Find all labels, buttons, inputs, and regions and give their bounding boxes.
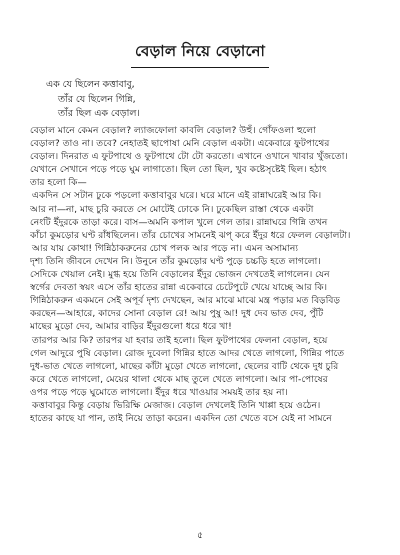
opening-verse [46,78,140,122]
text-line: সেদিকে খেয়াল নেই। মুগ্ধ হয়ে তিনি বেড়ালের ইঁদুর ভোজন দেখতেই লাগলেন। যেন [30,269,330,281]
text-line: কাঁচা কুমড়োর ঘণ্ট রাঁধছিলেন। তাঁর চোখের সামনেই ঝপ্ করে ইঁদুর ধরে ফেলল বেড়ালটা। [30,229,351,241]
text-line: নেংটি ইঁদুরকে তাড়া করে। বাস—অমনি কপাল খুলে গেল তার। রান্নাঘরে গিন্নি তখন [30,216,328,228]
text-line: আর যায় কোথা! গিন্নিঠাকরুনের চোখ পলক আর পড়ে না। এমন অসামান্য [32,242,299,254]
text-line: একদিন সে সটান ঢুকে পড়লো কত্তাবাবুর ঘরে। ঘরে মানে এই রান্নাঘরেই আর কি। [32,190,322,202]
text-line: গিন্নিঠাকরুন একমনে সেই অপূর্ব দৃশ্য দেখছেন, আর মাঝে মাঝে মন্ত্র পড়ার মত বিড়বিড় [30,295,341,307]
text-line: কত্তাবাবুর কিন্তু বেড়ায় ভিরিক্ষি মেজাজ। বেড়াল দেখলেই তিনি খাপ্পা হয়ে ওঠেন। [32,399,321,411]
text-line: করছেন—আহারে, কাদের সোনা বেড়াল রে! আয় পুষু আ! দুধ দেব ভাত দেব, পুঁটি [30,308,324,320]
text-line: বেড়াল? তাও না। তবে? নেহাতই ছাপোষা মেনি বেড়াল একটা। একেবারে ফুটপাথের [30,138,330,150]
text-line: বেড়াল। দিনরাত এ ফুটপাথে ও ফুটপাথে টো টো করতো। এখানে ওখানে খাবার খুঁজতো। [30,151,348,163]
text-line: বেড়াল মানে কেমন বেড়াল? ল্যাজফোলা কাবলি বেড়াল? উহুঁ। গোঁফওলা হুলো [30,125,316,136]
text-line: গেল আদুরে পুষি বেড়াল। রোজ দুবেলা গিন্নির হাতে আদর খেতে লাগলো, গিন্নির পাতে [30,347,345,359]
text-line: দৃশ্য তিনি জীবনে দেখেন নি। উনুনে তাঁর কুমড়োর ঘণ্ট পুড়ে চচ্চড়ি হতে লাগলো। [30,255,321,267]
text-line: তারপর আর কি? তারপর যা হবার তাই হলো। ছিল ফুটপাথের ফেলনা বেড়াল, হয়ে [32,334,328,346]
text-line: আর না—না, মাছ চুরি করতে সে মোটেই ঢোকে নি। ঢুকেছিল রাস্তা থেকে একটা [30,203,314,215]
text-line: মাছের মুড়ো দেব, আমার বাড়ির ইঁদুরগুলো ধরে ধরে খা! [30,321,232,333]
verse-line: তাঁর ছিল এক বেড়াল। [58,108,140,120]
text-line: দুধ-ভাত খেতে লাগলো, মাছের কাঁটা মুড়ো খেতে লাগলো, ছেলের বাটি থেকে দুধ চুরি [30,360,339,372]
page-number: ৫ [197,531,203,541]
verse-line: এক যে ছিলেন কত্তাবাবু, [46,79,135,90]
text-line: করে খেতে লাগলো, মেয়ের থালা থেকে মাছ তুলে খেতে লাগলো। আর পা-পোষের [30,373,328,385]
verse-line: তাঁর যে ছিলেন গিন্নি, [58,93,136,105]
text-line: হাতের কাছে যা পান, তাই নিয়ে তাড়া করেন। একদিন তো খেতে বসে যেই না সামনে [30,413,332,425]
text-line: যেখানে সেখানে পড়ে পড়ে ঘুম লাগাতো। ছিল তো ছিল, খুব কষ্টেসৃষ্টেই ছিল। হঠাৎ [30,164,327,176]
text-line: তার হলো কি— [30,177,87,189]
text-line: স্বর্গের দেবতা স্বয়ং এসে তাঁর হাতের রান্না একেবারে চেটেপুটে খেয়ে যাচ্ছে আর কি। [30,282,327,294]
title-container [0,40,400,68]
story-body [30,124,380,425]
text-line: ওপর পড়ে পড়ে ঘুমোতে লাগলো। ইঁদুর ধরে খাওয়ার সময়ই তার হয় না। [30,386,288,398]
story-title: বেড়াল নিয়ে বেড়ানো [131,40,269,68]
